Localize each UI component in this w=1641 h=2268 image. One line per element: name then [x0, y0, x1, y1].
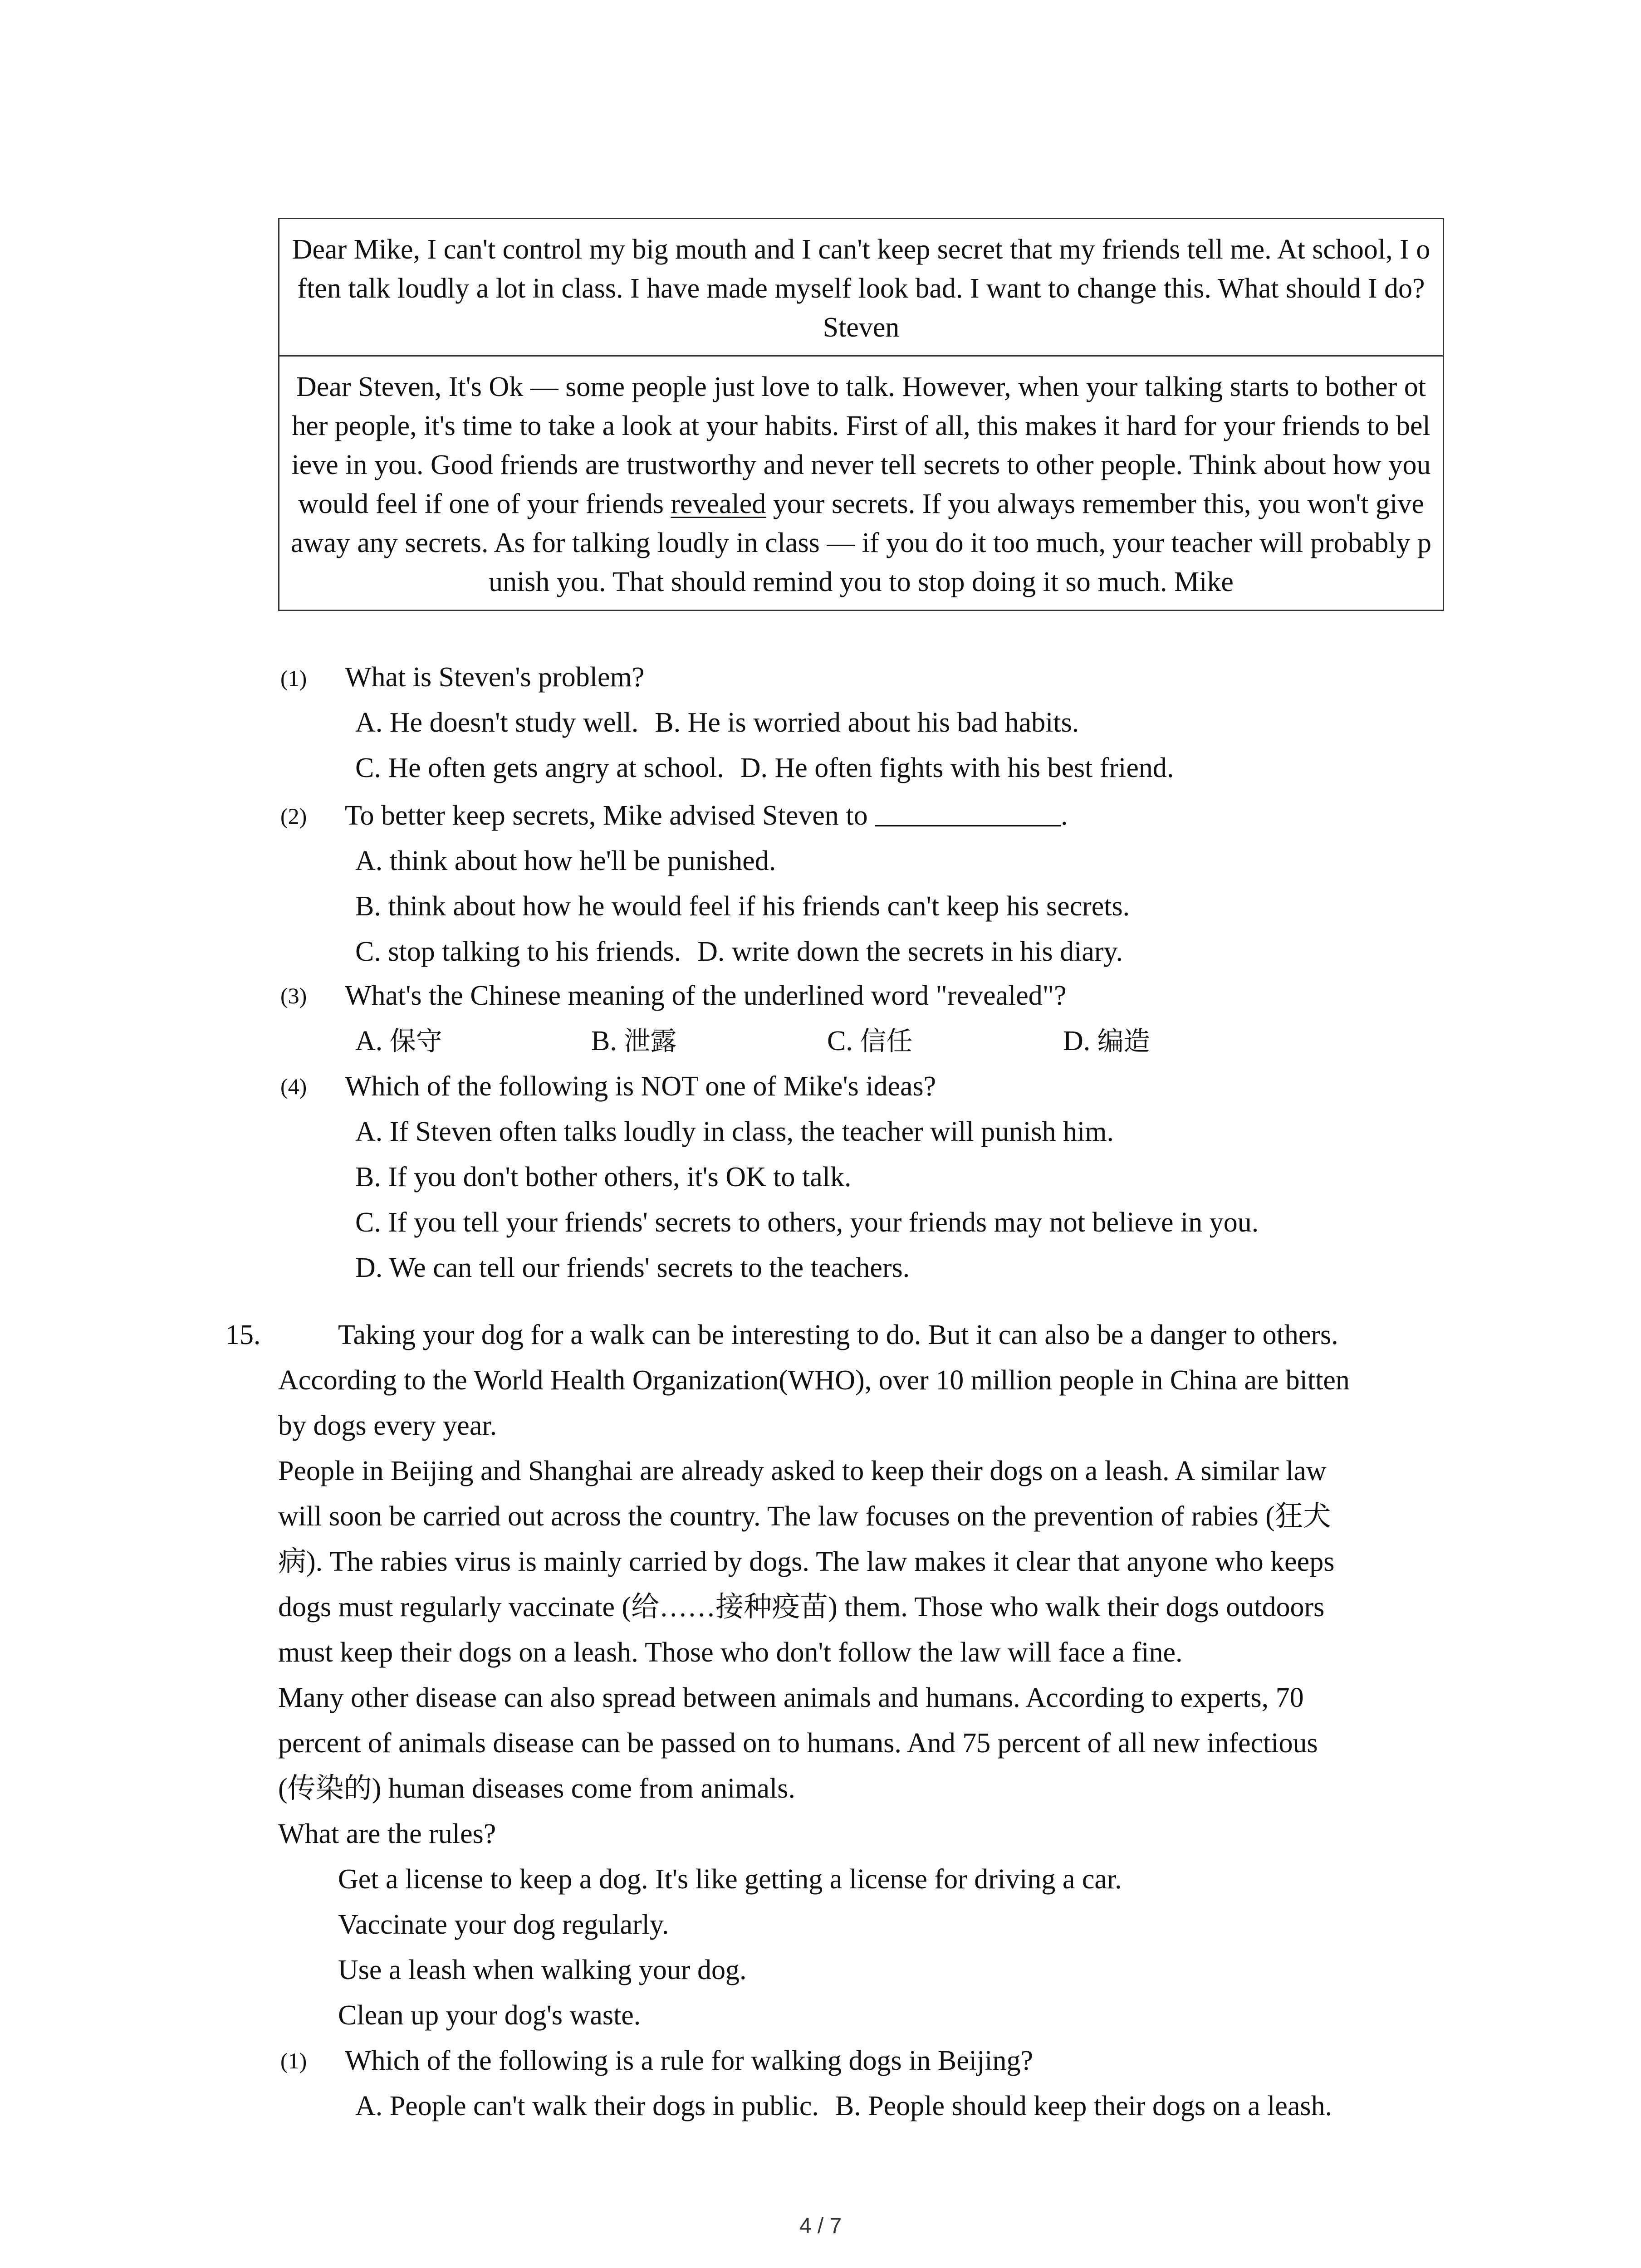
answer-blank — [875, 796, 1061, 826]
option-d: D. He often fights with his best friend. — [740, 753, 1174, 783]
option-row — [355, 932, 1123, 971]
question-stem: What's the Chinese meaning of the underlined word "revealed"? — [345, 980, 1067, 1011]
option-b: B. He is worried about his bad habits. — [655, 707, 1079, 738]
option-row — [355, 748, 1174, 787]
option-c: C. He often gets angry at school. — [355, 753, 724, 783]
option-b: B. If you don't bother others, it's OK to talk. — [355, 1162, 852, 1193]
option-row — [355, 703, 1079, 742]
option-a: A. 保守 — [355, 1026, 442, 1056]
question-number: (4) — [280, 1074, 307, 1099]
option-a: A. If Steven often talks loudly in class, the teacher will punish him. — [355, 1116, 1114, 1147]
passage-line: According to the World Health Organization(WHO), over 10 million people in China are bitten — [278, 1365, 1350, 1396]
passage-line: by dogs every year. — [278, 1410, 497, 1441]
passage-line: (传染的) human diseases come from animals. — [278, 1773, 795, 1804]
option-d: D. write down the secrets in his diary. — [697, 936, 1123, 967]
passage-line: Many other disease can also spread between animals and humans. According to experts, 70 — [278, 1682, 1304, 1713]
letter-table — [278, 218, 1444, 611]
passage-line: People in Beijing and Shanghai are already asked to keep their dogs on a leash. A similar law — [278, 1456, 1327, 1486]
option-d: D. We can tell our friends' secrets to the teachers. — [355, 1252, 910, 1283]
rule-item: Vaccinate your dog regularly. — [338, 1909, 669, 1940]
underlined-word: revealed — [671, 489, 766, 519]
option-b: B. People should keep their dogs on a leash. — [835, 2091, 1332, 2121]
letter-from-steven: Dear Mike, I can't control my big mouth and I can't keep secret that my friends tell me. At school, I often talk loudly a lot in class. I have made myself look bad. I want to change this. What should I do?Steven — [292, 234, 1430, 343]
option-a: A. think about how he'll be punished. — [355, 846, 776, 876]
passage-line: percent of animals disease can be passed on to humans. And 75 percent of all new infectious — [278, 1728, 1318, 1759]
question-stem: Which of the following is a rule for walking dogs in Beijing? — [345, 2045, 1033, 2076]
passage-line: must keep their dogs on a leash. Those who don't follow the law will face a fine. — [278, 1637, 1183, 1668]
passage-line: 病). The rabies virus is mainly carried by dogs. The law makes it clear that anyone who keeps — [278, 1546, 1335, 1577]
option-c: C. stop talking to his friends. — [355, 936, 681, 967]
option-a: A. People can't walk their dogs in public. — [355, 2091, 819, 2121]
passage-line: Taking your dog for a walk can be interesting to do. But it can also be a danger to others. — [338, 1320, 1338, 1350]
letter-from-mike: Dear Steven, It's Ok — some people just love to talk. However, when your talking starts to bother other people, it's time to take a look at your habits. First of all, this makes it hard for your friends to believe in you. Good friends are trustworthy and never tell secrets to other people. Think about how you would feel if one of your friends revealed your secrets. If you always remember this, you won't give away any secrets. As for talking loudly in class — if you do it too much, your teacher will probably punish you. That should remind you to stop doing it so much. Mike — [279, 355, 1443, 610]
option-d: D. 编造 — [1063, 1026, 1150, 1056]
option-b: B. 泄露 — [591, 1026, 677, 1056]
passage-line: will soon be carried out across the country. The law focuses on the prevention of rabies (狂犬 — [278, 1501, 1331, 1532]
question-number: 15. — [225, 1320, 261, 1350]
option-a: A. He doesn't study well. — [355, 707, 639, 738]
rule-item: Clean up your dog's waste. — [338, 2000, 641, 2031]
rule-item: Use a leash when walking your dog. — [338, 1955, 747, 1985]
question-number: (3) — [280, 983, 307, 1008]
passage-line: dogs must regularly vaccinate (给……接种疫苗) them. Those who walk their dogs outdoors — [278, 1592, 1325, 1623]
question-stem: Which of the following is NOT one of Mike's ideas? — [345, 1071, 936, 1102]
question-number: (2) — [280, 803, 307, 829]
rules-heading: What are the rules? — [278, 1818, 496, 1849]
question-stem: What is Steven's problem? — [345, 662, 645, 693]
option-c: C. 信任 — [827, 1026, 913, 1056]
question-number: (1) — [280, 665, 307, 691]
question-number: (1) — [280, 2048, 307, 2073]
page-number: 4 / 7 — [799, 2214, 842, 2238]
option-row — [355, 2087, 1332, 2126]
rule-item: Get a license to keep a dog. It's like getting a license for driving a car. — [338, 1864, 1122, 1895]
question-stem: To better keep secrets, Mike advised Steven to . — [345, 796, 1068, 835]
option-c: C. If you tell your friends' secrets to others, your friends may not believe in you. — [355, 1207, 1259, 1238]
option-b: B. think about how he would feel if his friends can't keep his secrets. — [355, 891, 1130, 922]
